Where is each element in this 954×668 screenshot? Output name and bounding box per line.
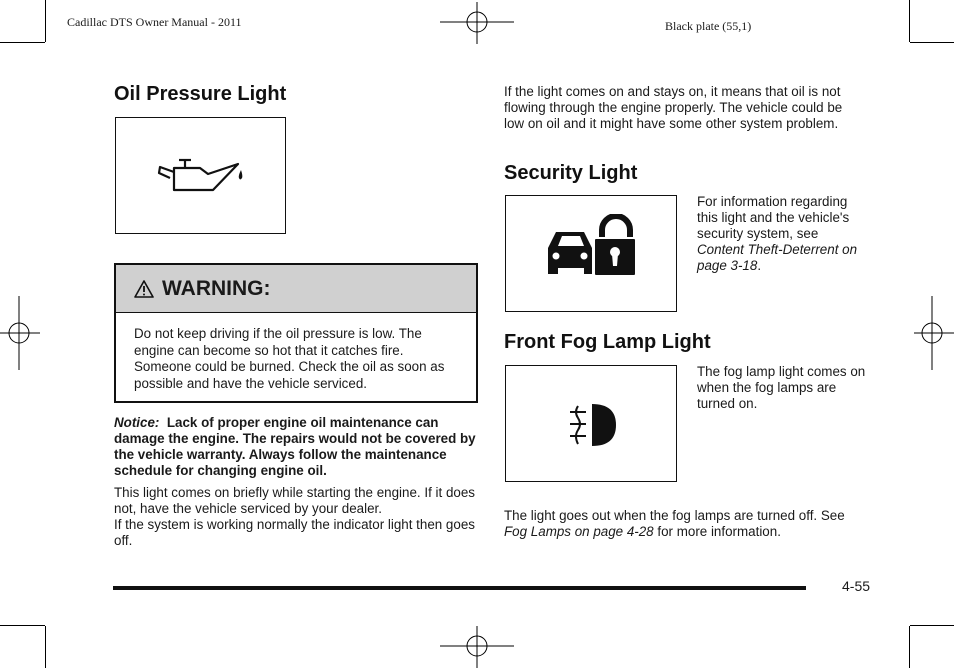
warning-title: WARNING: xyxy=(162,276,271,300)
crop-mark xyxy=(45,626,46,668)
fog-lamp-heading: Front Fog Lamp Light xyxy=(504,331,711,353)
notice-paragraph xyxy=(114,415,478,479)
oil-pressure-heading: Oil Pressure Light xyxy=(114,83,287,105)
warning-triangle-icon xyxy=(134,279,154,299)
registration-mark-top xyxy=(440,2,514,44)
oil-can-icon xyxy=(156,156,248,196)
plate-label: Black plate (55,1) xyxy=(665,19,752,33)
car-lock-icon xyxy=(546,214,638,284)
crop-mark xyxy=(909,626,910,668)
oil-paragraph-3: If the light comes on and stays on, it means that oil is not flowing through the engine properly. The vehicle could be low on oil and it might have some other system problem. xyxy=(504,84,843,131)
notice-text: Lack of proper engine oil maintenance can damage the engine. The repairs would not be covered by the vehicle warranty. Always follow the maintenance schedule for changing engine oil. xyxy=(114,415,476,478)
notice-label: Notice: xyxy=(114,415,160,430)
security-icon-box xyxy=(505,195,677,312)
registration-mark-right xyxy=(914,296,954,370)
crop-mark xyxy=(910,42,954,43)
fog-reference-link[interactable]: Fog Lamps on page 4-28 xyxy=(504,524,654,539)
registration-mark-bottom xyxy=(440,626,514,668)
warning-text: Do not keep driving if the oil pressure is low. The engine can become so hot that it catches fire. Someone could be burned. Check the oil as soon as possible and have the vehicle serviced. xyxy=(134,326,445,391)
fog-lamp-paragraph xyxy=(504,508,856,540)
fog-lamp-icon xyxy=(566,402,618,448)
security-description xyxy=(697,194,867,274)
crop-mark xyxy=(909,0,910,42)
oil-pressure-icon-box xyxy=(115,117,286,234)
oil-paragraph-2: If the system is working normally the indicator light then goes off. xyxy=(114,517,475,548)
crop-mark xyxy=(0,42,45,43)
crop-mark xyxy=(0,625,45,626)
security-text-end: . xyxy=(757,258,762,273)
oil-paragraph-1: This light comes on briefly while starting the engine. If it does not, have the vehicle serviced by your dealer. xyxy=(114,485,475,516)
footer-rule xyxy=(113,586,806,590)
warning-box xyxy=(114,263,478,403)
fog-lamp-icon-box xyxy=(505,365,677,482)
crop-mark xyxy=(910,625,954,626)
fog-text: The light goes out when the fog lamps are turned off. See xyxy=(504,508,845,523)
crop-mark xyxy=(45,0,46,42)
security-light-heading: Security Light xyxy=(504,162,638,184)
security-text: For information regarding this light and the vehicle's security system, see xyxy=(697,194,850,241)
page-number: 4-55 xyxy=(842,578,871,594)
registration-mark-left xyxy=(0,296,40,370)
manual-title: Cadillac DTS Owner Manual - 2011 xyxy=(67,15,242,29)
security-reference-link[interactable]: Content Theft-Deterrent on page 3-18 xyxy=(697,242,858,273)
fog-lamp-description: The fog lamp light comes on when the fog lamps are turned on. xyxy=(697,364,866,411)
warning-header xyxy=(116,265,476,313)
fog-text-end: for more information. xyxy=(657,524,781,539)
